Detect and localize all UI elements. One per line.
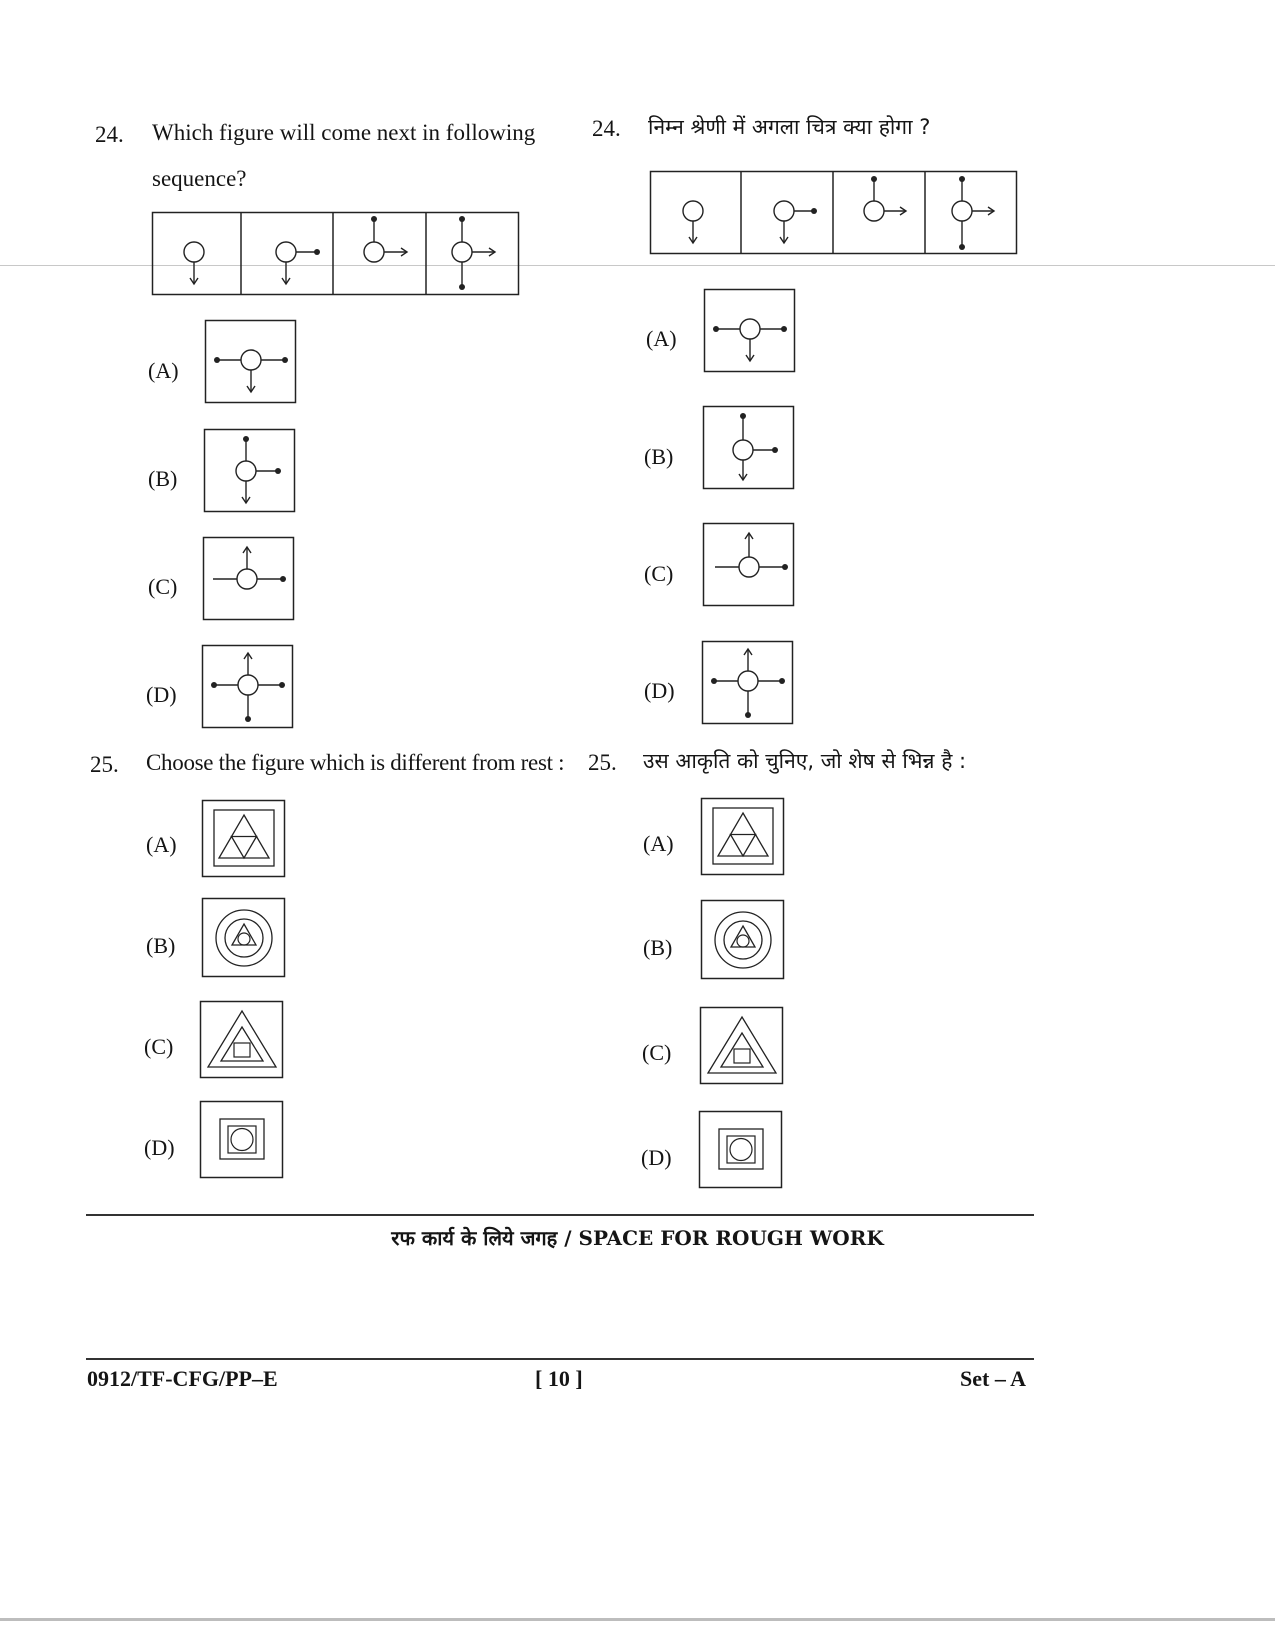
left-q24-text-line2: sequence? (152, 166, 247, 191)
left-q25-option-d-figure[interactable] (200, 1101, 284, 1179)
left-q25-option-c-figure[interactable] (200, 1001, 284, 1079)
left-q24-sequence (152, 212, 520, 296)
right-q24-option-c-label[interactable]: (C) (644, 561, 674, 586)
right-q24-text: निम्न श्रेणी में अगला चित्र क्या होगा ? (648, 115, 931, 139)
left-q24-option-d-label[interactable]: (D) (146, 682, 177, 707)
left-q24-option-b-figure[interactable] (204, 429, 296, 513)
right-q25-option-a-label[interactable]: (A) (643, 831, 674, 856)
right-q25-option-d-label[interactable]: (D) (641, 1145, 672, 1170)
right-q24-option-d-figure[interactable] (702, 641, 794, 725)
right-q24-option-b-label[interactable]: (B) (644, 444, 674, 469)
footer-divider (86, 1358, 1034, 1360)
right-q25-option-a-figure[interactable] (701, 798, 785, 876)
scan-line-bottom (0, 1618, 1275, 1621)
left-q25-option-d-label[interactable]: (D) (144, 1135, 175, 1160)
left-q25-option-c-label[interactable]: (C) (144, 1034, 174, 1059)
rough-work-label: रफ कार्य के लिये जगह / SPACE FOR ROUGH WORK (391, 1226, 884, 1250)
left-q24-option-a-figure[interactable] (205, 320, 297, 404)
right-q24-option-a-figure[interactable] (704, 289, 796, 373)
right-q25-text: उस आकृति को चुनिए, जो शेष से भिन्न है : (643, 749, 967, 773)
left-q25-option-a-label[interactable]: (A) (146, 832, 177, 857)
right-q24-sequence (650, 171, 1018, 255)
right-q25-option-d-figure[interactable] (699, 1111, 783, 1189)
footer-page-number: [ 10 ] (535, 1366, 583, 1391)
left-q24-option-d-figure[interactable] (202, 645, 294, 729)
left-q24-option-a-label[interactable]: (A) (148, 358, 179, 383)
left-q24-option-b-label[interactable]: (B) (148, 466, 178, 491)
left-q25-text: Choose the figure which is different from rest : (146, 750, 565, 775)
left-q24-text-line1: Which figure will come next in following (152, 120, 536, 145)
right-q24-number: 24. (592, 116, 621, 141)
right-q24-option-a-label[interactable]: (A) (646, 326, 677, 351)
right-q24-option-b-figure[interactable] (703, 406, 795, 490)
right-q25-number: 25. (588, 750, 617, 775)
right-q24-option-d-label[interactable]: (D) (644, 678, 675, 703)
left-q24-option-c-label[interactable]: (C) (148, 574, 178, 599)
right-q25-option-b-label[interactable]: (B) (643, 935, 673, 960)
right-q24-option-c-figure[interactable] (703, 523, 795, 607)
right-q25-option-b-figure[interactable] (701, 900, 785, 980)
left-q24-option-c-figure[interactable] (203, 537, 295, 621)
left-q24-text (152, 110, 582, 202)
left-q25-option-b-label[interactable]: (B) (146, 933, 176, 958)
left-q25-number: 25. (90, 752, 119, 777)
rough-work-divider (86, 1214, 1034, 1216)
footer-set: Set – A (960, 1366, 1026, 1391)
left-q25-option-a-figure[interactable] (202, 800, 286, 878)
right-q25-option-c-label[interactable]: (C) (642, 1040, 672, 1065)
left-q25-option-b-figure[interactable] (202, 898, 286, 978)
left-q24-number: 24. (95, 122, 124, 147)
right-q25-option-c-figure[interactable] (700, 1007, 784, 1085)
footer-code: 0912/TF-CFG/PP–E (87, 1366, 278, 1391)
